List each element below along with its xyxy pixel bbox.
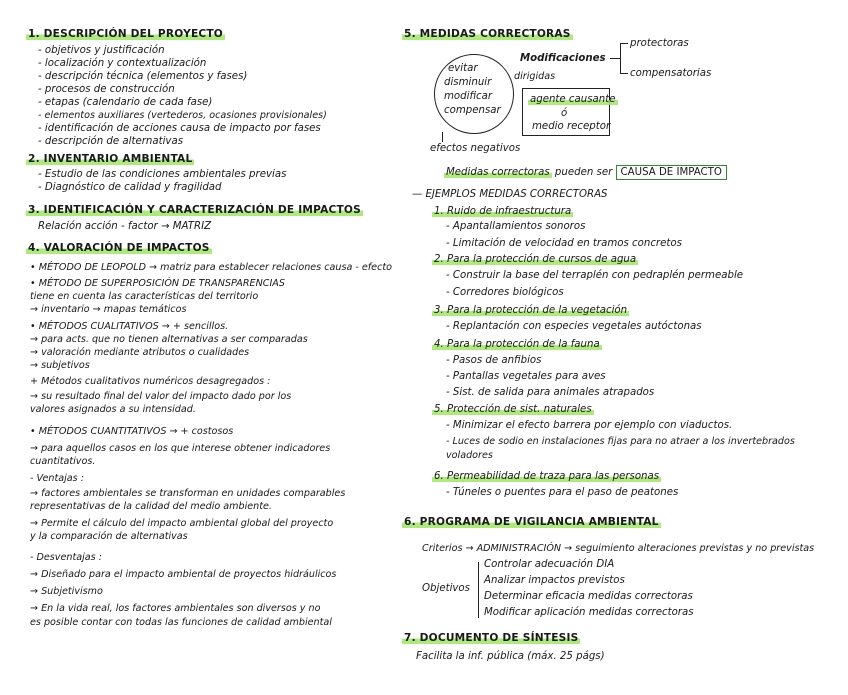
example-item: - Corredores biológicos — [446, 287, 564, 298]
example-title: 4. Para la protección de la fauna — [434, 339, 600, 350]
causa-impacto-box: CAUSA DE IMPACTO — [616, 165, 727, 180]
brace-line — [620, 43, 628, 44]
example-title: 2. Para la protección de cursos de agua — [434, 254, 637, 265]
cause-line: Medidas correctoras pueden ser CAUSA DE IMPACTO — [444, 166, 727, 179]
section-4-title: 4. VALORACIÓN DE IMPACTOS — [28, 242, 210, 254]
example-item: - Pantallas vegetales para aves — [446, 371, 606, 382]
s1-item: - identificación de acciones causa de impacto por fases — [38, 123, 321, 134]
s4-line: → Permite el cálculo del impacto ambiental global del proyecto — [30, 518, 334, 529]
effects-label: efectos negativos — [430, 143, 521, 154]
example-item: - Sist. de salida para animales atrapados — [446, 387, 655, 398]
s4-line: representativas de la calidad del medio ambiente. — [30, 501, 272, 512]
example-item: - Apantallamientos sonoros — [446, 221, 586, 232]
example-item: - Pasos de anfibios — [446, 355, 542, 366]
s4-line: valores asignados a su intensidad. — [30, 404, 196, 415]
target-agente: agente causante — [530, 94, 616, 105]
objetivos-label: Objetivos — [422, 583, 470, 594]
brace-line — [610, 58, 620, 59]
s4-line: tiene en cuenta las características del territorio — [30, 291, 259, 302]
example-title: 5. Protección de sist. naturales — [434, 404, 592, 415]
s4-line: - Ventajas : — [30, 473, 84, 484]
s4-line: • MÉTODOS CUALITATIVOS → + sencillos. — [30, 321, 229, 332]
example-item: - Minimizar el efecto barrera por ejemplo con viaductos. — [446, 420, 733, 431]
arrow-line — [442, 132, 443, 142]
objetivo-item: Modificar aplicación medidas correctoras — [484, 607, 694, 618]
verb: modificar — [444, 91, 493, 102]
s4-line: cuantitativos. — [30, 456, 96, 467]
example-item: - Luces de sodio en instalaciones fijas para no atraer a los invertebrados — [446, 436, 795, 447]
s1-item: - procesos de construcción — [38, 84, 175, 95]
objetivo-item: Controlar adecuación DIA — [484, 559, 615, 570]
criterios-line: Criterios → ADMINISTRACIÓN → seguimiento alteraciones previstas y no previstas — [422, 543, 815, 554]
section-5-title: 5. MEDIDAS CORRECTORAS — [404, 28, 571, 40]
dirigidas-label: dirigidas — [514, 71, 556, 82]
brace-line — [620, 43, 621, 73]
modificaciones-label: Modificaciones — [520, 53, 606, 64]
s1-item: - etapas (calendario de cada fase) — [38, 97, 213, 108]
s2-item: - Diagnóstico de calidad y fragilidad — [38, 182, 222, 193]
objetivo-item: Determinar eficacia medidas correctoras — [484, 591, 693, 602]
verb: disminuir — [444, 77, 492, 88]
section-2-title: 2. INVENTARIO AMBIENTAL — [28, 153, 193, 165]
example-item: - Replantación con especies vegetales autóctonas — [446, 321, 702, 332]
s4-line: → su resultado final del valor del impacto dado por los — [30, 391, 292, 402]
s1-item: - localización y contextualización — [38, 58, 207, 69]
example-title: 1. Ruido de infraestructura — [434, 206, 572, 217]
compensatorias-label: compensatorias — [630, 68, 712, 79]
s4-line: + Métodos cualitativos numéricos desagregados : — [30, 376, 271, 387]
section-6-title: 6. PROGRAMA DE VIGILANCIA AMBIENTAL — [404, 516, 659, 528]
verb: evitar — [448, 63, 478, 74]
objetivos-brace — [478, 562, 479, 618]
s4-line: → subjetivos — [30, 360, 90, 371]
s7-text: Facilita la inf. pública (máx. 25 págs) — [416, 651, 605, 662]
example-item: - Construir la base del terraplén con pedraplén permeable — [446, 270, 744, 281]
target-or: ó — [561, 108, 568, 119]
s4-line: → factores ambientales se transforman en unidades comparables — [30, 488, 346, 499]
s4-line: - Desventajas : — [30, 552, 102, 563]
s1-item: - elementos auxiliares (vertederos, ocasiones provisionales) — [38, 110, 327, 121]
s4-line: → Subjetivismo — [30, 586, 103, 597]
section-1-title: 1. DESCRIPCIÓN DEL PROYECTO — [28, 28, 223, 40]
s4-line: → Diseñado para el impacto ambiental de proyectos hidráulicos — [30, 569, 337, 580]
section-3-title: 3. IDENTIFICACIÓN Y CARACTERIZACIÓN DE IMPACTOS — [28, 204, 361, 216]
s4-line: → valoración mediante atributos o cualidades — [30, 347, 250, 358]
s4-line: es posible contar con todas las funciones de calidad ambiental — [30, 617, 332, 628]
objetivo-item: Analizar impactos previstos — [484, 575, 625, 586]
example-item: - Túneles o puentes para el paso de peatones — [446, 487, 679, 498]
s1-item: - descripción de alternativas — [38, 136, 184, 147]
example-item: - Limitación de velocidad en tramos concretos — [446, 238, 682, 249]
s1-item: - objetivos y justificación — [38, 45, 165, 56]
s2-item: - Estudio de las condiciones ambientales previas — [38, 169, 287, 180]
s1-item: - descripción técnica (elementos y fases) — [38, 71, 248, 82]
section-7-title: 7. DOCUMENTO DE SÍNTESIS — [404, 632, 579, 644]
s3-relation: Relación acción - factor → MATRIZ — [38, 221, 212, 232]
examples-title: — EJEMPLOS MEDIDAS CORRECTORAS — [412, 189, 608, 200]
s4-line: • MÉTODO DE LEOPOLD → matriz para establecer relaciones causa - efecto — [30, 262, 392, 273]
verb: compensar — [444, 105, 501, 116]
example-item: voladores — [446, 450, 493, 461]
brace-line — [620, 73, 628, 74]
protectoras-label: protectoras — [630, 38, 689, 49]
s4-line: → En la vida real, los factores ambientales son diversos y no — [30, 603, 321, 614]
example-title: 3. Para la protección de la vegetación — [434, 305, 628, 316]
target-medio: medio receptor — [532, 121, 611, 132]
s4-line: → inventario → mapas temáticos — [30, 304, 187, 315]
s4-line: → para acts. que no tienen alternativas a ser comparadas — [30, 334, 308, 345]
s4-line: • MÉTODOS CUANTITATIVOS → + costosos — [30, 426, 234, 437]
s4-line: y la comparación de alternativas — [30, 531, 188, 542]
s4-line: → para aquellos casos en los que interese obtener indicadores — [30, 443, 331, 454]
example-title: 6. Permeabilidad de traza para las personas — [434, 471, 660, 482]
s4-line: • MÉTODO DE SUPERPOSICIÓN DE TRANSPARENCIAS — [30, 278, 285, 289]
